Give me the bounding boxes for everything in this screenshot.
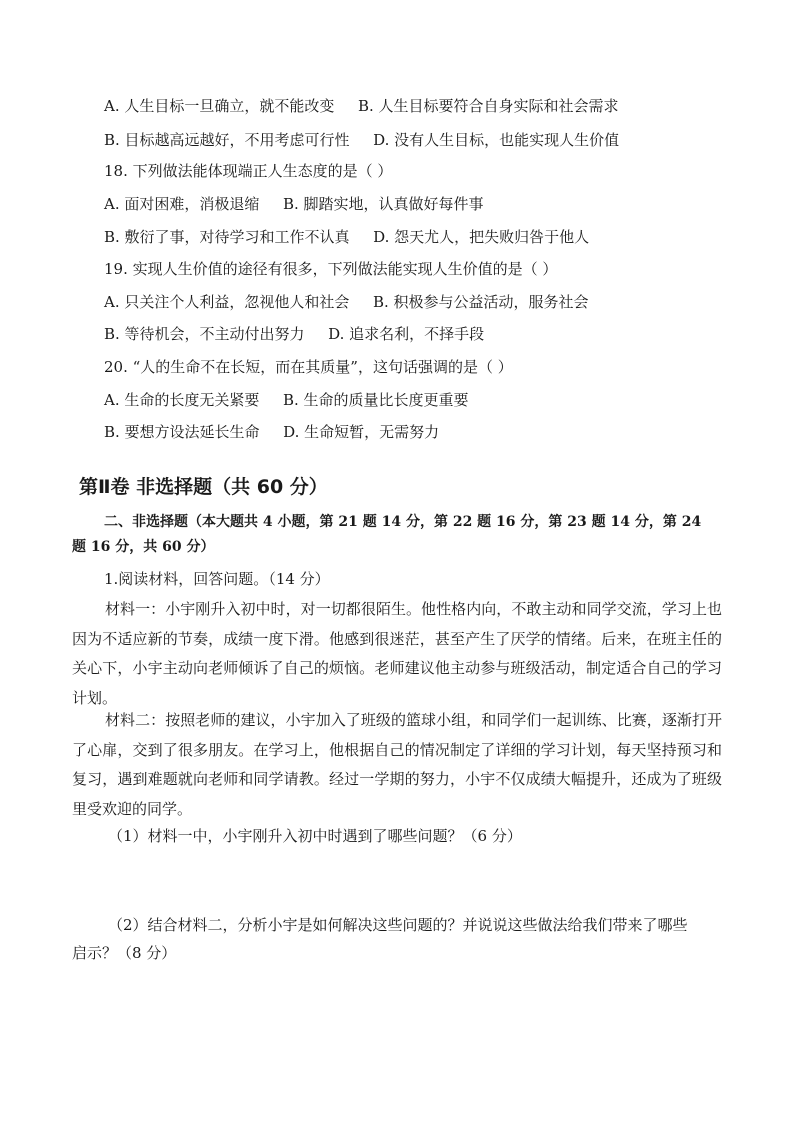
q18-stem: 18. 下列做法能体现端正人生态度的是（ ） [104,162,393,180]
part2-heading-line2: 题 16 分，共 60 分） [72,539,215,555]
q17-option-d: D. 没有人生目标，也能实现人生价值 [373,131,620,149]
q18-options-row1 [104,194,484,214]
q20-stem: 20. “人的生命不在长短，而在其质量”，这句话强调的是（ ） [104,358,513,376]
q18-option-a: A. 面对困难，消极退缩 [104,195,260,213]
q17-options-row2 [104,130,619,150]
part2-heading-line1: 二、非选择题（本大题共 4 小题，第 21 题 14 分，第 22 题 16 分，第 23 题 14 分，第 24 [104,514,702,530]
q17-option-a: A. 人生目标一旦确立，就不能改变 [104,97,335,115]
q19-options-row2 [104,324,484,344]
q20-option-c: B. 要想方设法延长生命 [104,423,260,441]
material-one: 材料一：小宇刚升入初中时，对一切都很陌生。他性格内向，不敢主动和同学交流，学习上也因为不适应新的节奏，成绩一度下滑。他感到很迷茫，甚至产生了厌学的情绪。后来，在班主任的关心下，小宇主动向老师倾诉了自己的烦恼。老师建议他主动参与班级活动，制定适合自己的学习计划。 [72,600,722,707]
question1-intro: 1.阅读材料，回答问题。（14 分） [104,570,330,588]
sub-question-2-line1: （2）结合材料二，分析小宇是如何解决这些问题的？并说说这些做法给我们带来了哪些 [108,916,688,934]
q20-option-a: A. 生命的长度无关紧要 [104,391,260,409]
q17-options-row1 [104,96,619,116]
sub-question-1: （1）材料一中，小宇刚升入初中时遇到了哪些问题？（6 分） [108,827,522,845]
q18-option-b: B. 脚踏实地，认真做好每件事 [282,195,484,213]
q19-option-b: B. 积极参与公益活动，服务社会 [372,293,589,311]
material-two: 材料二：按照老师的建议，小宇加入了班级的篮球小组，和同学们一起训练、比赛，逐渐打开了心扉，交到了很多朋友。在学习上，他根据自己的情况制定了详细的学习计划，每天坚持预习和复习，遇到难题就向老师和同学请教。经过一学期的努力，小宇不仅成绩大幅提升，还成为了班级里受欢迎的同学。 [72,711,722,818]
q20-option-b: B. 生命的质量比长度更重要 [282,391,469,409]
q19-stem: 19. 实现人生价值的途径有很多，下列做法能实现人生价值的是（ ） [104,260,558,278]
q18-option-c: B. 敷衍了事，对待学习和工作不认真 [104,228,350,246]
q17-option-b: B. 人生目标要符合自身实际和社会需求 [357,97,619,115]
q18-option-d: D. 怨天尤人，把失败归咎于他人 [373,228,590,246]
q18-options-row2 [104,227,589,247]
part2-title: 第Ⅱ卷 非选择题（共 60 分） [79,476,328,498]
q19-option-d: D. 追求名利，不择手段 [328,325,485,343]
q17-option-c: B. 目标越高远越好，不用考虑可行性 [104,131,350,149]
q20-option-d: D. 生命短暂，无需努力 [283,423,440,441]
q19-option-a: A. 只关注个人利益，忽视他人和社会 [104,293,350,311]
q19-option-c: B. 等待机会，不主动付出努力 [104,325,305,343]
sub-question-2-line2: 启示？（8 分） [72,944,177,962]
q20-options-row2 [104,422,439,442]
q19-options-row1 [104,292,589,312]
q20-options-row1 [104,390,469,410]
